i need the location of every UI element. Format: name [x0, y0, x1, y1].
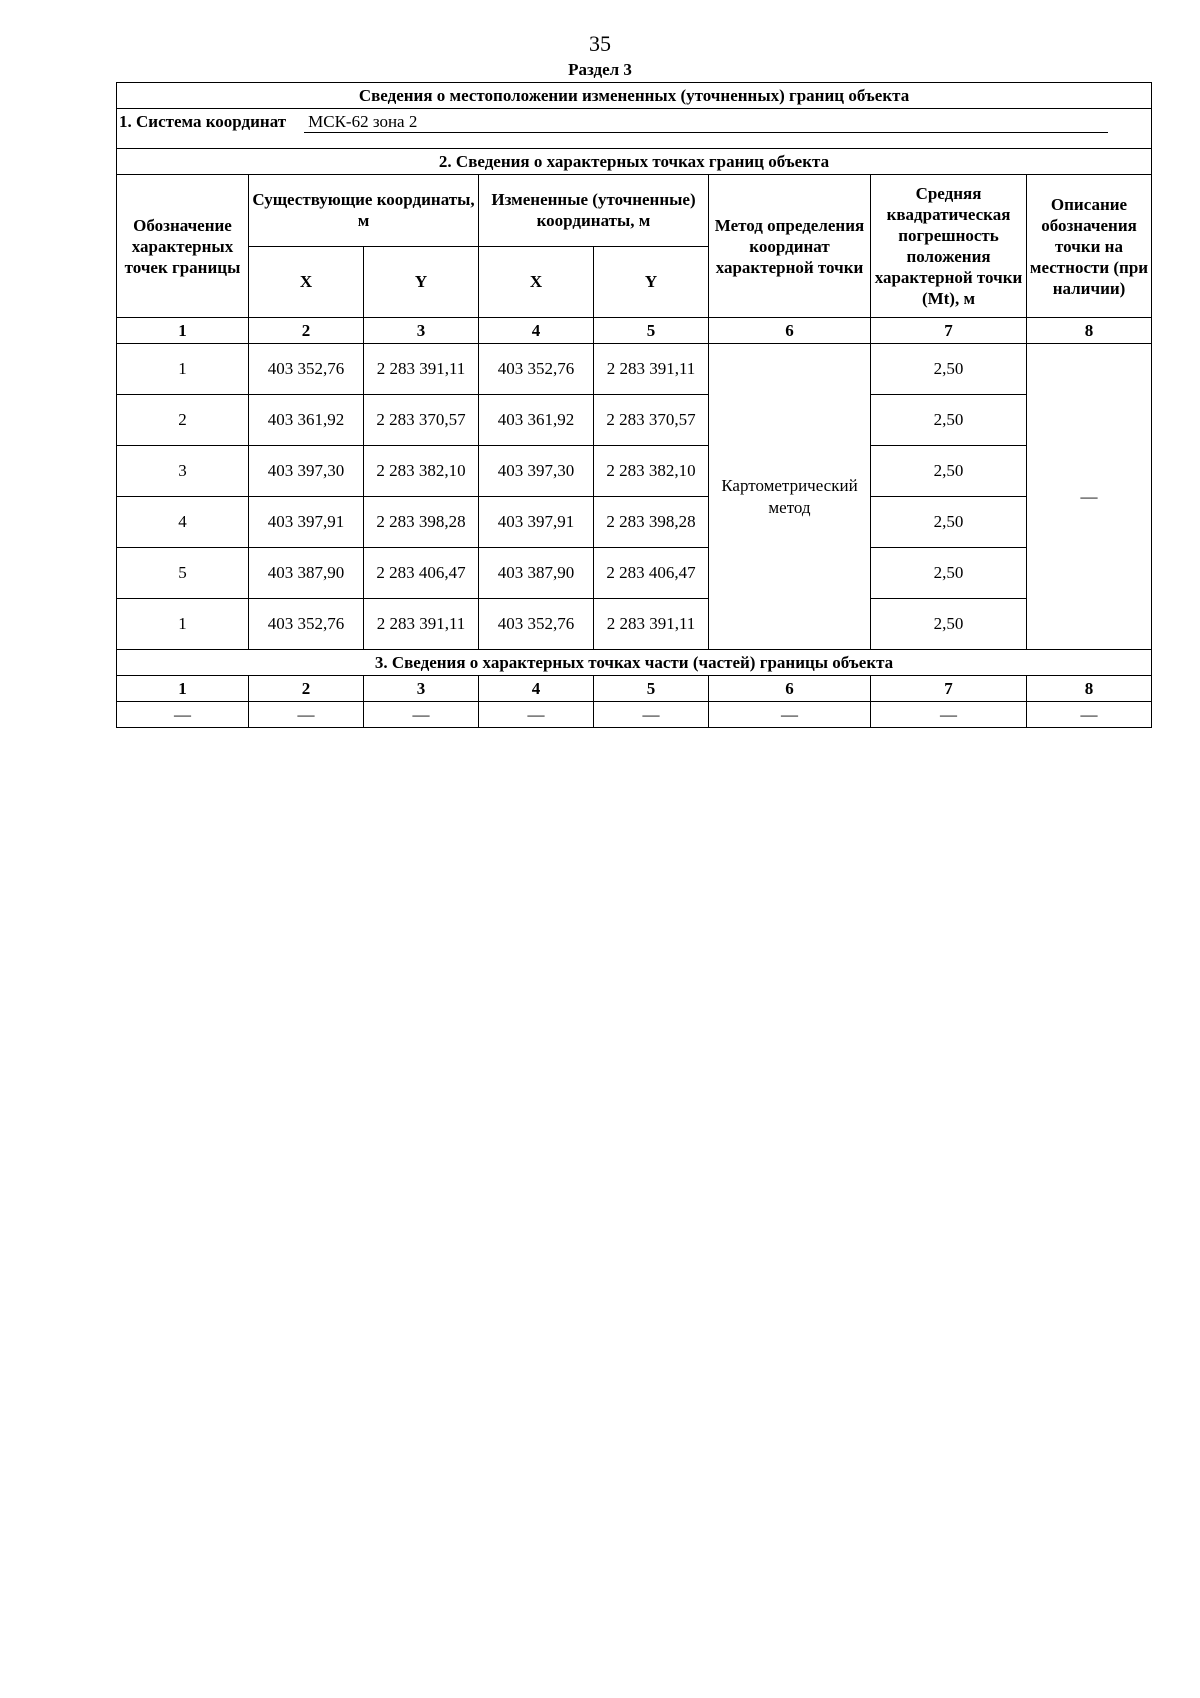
mean-error-value: 2,50	[871, 497, 1027, 548]
changed-x-value: 403 352,76	[479, 599, 594, 650]
existing-y-value: 2 283 391,11	[364, 344, 479, 395]
changed-y-value: 2 283 382,10	[594, 446, 709, 497]
header-existing-x: X	[249, 246, 364, 318]
description-cell: —	[1027, 344, 1152, 650]
header-point-designation: Обозначение характерных точек границы	[117, 175, 249, 318]
header-mean-error: Средняя квадратическая погрешность положения характерной точки (Mt), м	[871, 175, 1027, 318]
column-number: 4	[479, 318, 594, 344]
mean-error-value: 2,50	[871, 548, 1027, 599]
boundary-points-table	[116, 82, 1152, 728]
table-row	[117, 344, 1152, 395]
column-number: 2	[249, 676, 364, 702]
header-method: Метод определения координат характерной точки	[709, 175, 871, 318]
subtitle-3-row	[117, 650, 1152, 676]
coord-system-cell	[117, 109, 1152, 149]
existing-x-value: 403 387,90	[249, 548, 364, 599]
point-number: 4	[117, 497, 249, 548]
mean-error-value: 2,50	[871, 395, 1027, 446]
parts-data-row	[117, 702, 1152, 728]
changed-y-value: 2 283 370,57	[594, 395, 709, 446]
coord-system-value: МСК-62 зона 2	[304, 112, 1108, 133]
table-row	[117, 395, 1152, 446]
column-number: 4	[479, 676, 594, 702]
changed-x-value: 403 352,76	[479, 344, 594, 395]
changed-x-value: 403 397,91	[479, 497, 594, 548]
parts-empty-cell: —	[871, 702, 1027, 728]
column-number: 6	[709, 676, 871, 702]
coord-system-label: 1. Система координат	[119, 112, 287, 131]
existing-y-value: 2 283 370,57	[364, 395, 479, 446]
subtitle-3: 3. Сведения о характерных точках части (частей) границы объекта	[117, 650, 1152, 676]
parts-empty-cell: —	[364, 702, 479, 728]
parts-empty-cell: —	[249, 702, 364, 728]
point-number: 2	[117, 395, 249, 446]
existing-y-value: 2 283 406,47	[364, 548, 479, 599]
parts-empty-cell: —	[709, 702, 871, 728]
mean-error-value: 2,50	[871, 344, 1027, 395]
header-existing-coords: Существующие координаты, м	[249, 175, 479, 247]
column-numbers-row	[117, 676, 1152, 702]
column-number: 8	[1027, 676, 1152, 702]
existing-x-value: 403 397,91	[249, 497, 364, 548]
header-changed-y: Y	[594, 246, 709, 318]
changed-y-value: 2 283 391,11	[594, 599, 709, 650]
parts-empty-cell: —	[594, 702, 709, 728]
table-row	[117, 446, 1152, 497]
column-number: 5	[594, 676, 709, 702]
table-main-title-row	[117, 83, 1152, 109]
method-cell: Картометрический метод	[709, 344, 871, 650]
column-numbers-row	[117, 318, 1152, 344]
changed-x-value: 403 361,92	[479, 395, 594, 446]
mean-error-value: 2,50	[871, 599, 1027, 650]
changed-x-value: 403 397,30	[479, 446, 594, 497]
existing-x-value: 403 352,76	[249, 344, 364, 395]
point-number: 1	[117, 599, 249, 650]
parts-empty-cell: —	[479, 702, 594, 728]
table-row	[117, 497, 1152, 548]
header-point-description: Описание обозначения точки на местности (при наличии)	[1027, 175, 1152, 318]
column-number: 1	[117, 318, 249, 344]
subtitle-2: 2. Сведения о характерных точках границ объекта	[117, 149, 1152, 175]
existing-y-value: 2 283 398,28	[364, 497, 479, 548]
point-number: 1	[117, 344, 249, 395]
page-number: 35	[589, 31, 611, 56]
section-title: Раздел 3	[568, 60, 632, 79]
column-number: 6	[709, 318, 871, 344]
table-row	[117, 548, 1152, 599]
coord-system-row	[117, 109, 1152, 149]
header-existing-y: Y	[364, 246, 479, 318]
column-number: 7	[871, 676, 1027, 702]
column-number: 2	[249, 318, 364, 344]
table-main-title: Сведения о местоположении измененных (уточненных) границ объекта	[117, 83, 1152, 109]
column-number: 5	[594, 318, 709, 344]
header-row-1	[117, 175, 1152, 247]
changed-y-value: 2 283 398,28	[594, 497, 709, 548]
mean-error-value: 2,50	[871, 446, 1027, 497]
changed-y-value: 2 283 406,47	[594, 548, 709, 599]
column-number: 3	[364, 318, 479, 344]
column-number: 3	[364, 676, 479, 702]
changed-x-value: 403 387,90	[479, 548, 594, 599]
parts-empty-cell: —	[1027, 702, 1152, 728]
existing-x-value: 403 352,76	[249, 599, 364, 650]
existing-x-value: 403 397,30	[249, 446, 364, 497]
header-changed-coords: Измененные (уточненные) координаты, м	[479, 175, 709, 247]
column-number: 7	[871, 318, 1027, 344]
point-number: 5	[117, 548, 249, 599]
changed-y-value: 2 283 391,11	[594, 344, 709, 395]
existing-y-value: 2 283 382,10	[364, 446, 479, 497]
parts-empty-cell: —	[117, 702, 249, 728]
boundary-table-container	[116, 82, 1151, 728]
table-row	[117, 599, 1152, 650]
existing-y-value: 2 283 391,11	[364, 599, 479, 650]
column-number: 1	[117, 676, 249, 702]
column-number: 8	[1027, 318, 1152, 344]
header-changed-x: X	[479, 246, 594, 318]
existing-x-value: 403 361,92	[249, 395, 364, 446]
subtitle-2-row	[117, 149, 1152, 175]
point-number: 3	[117, 446, 249, 497]
